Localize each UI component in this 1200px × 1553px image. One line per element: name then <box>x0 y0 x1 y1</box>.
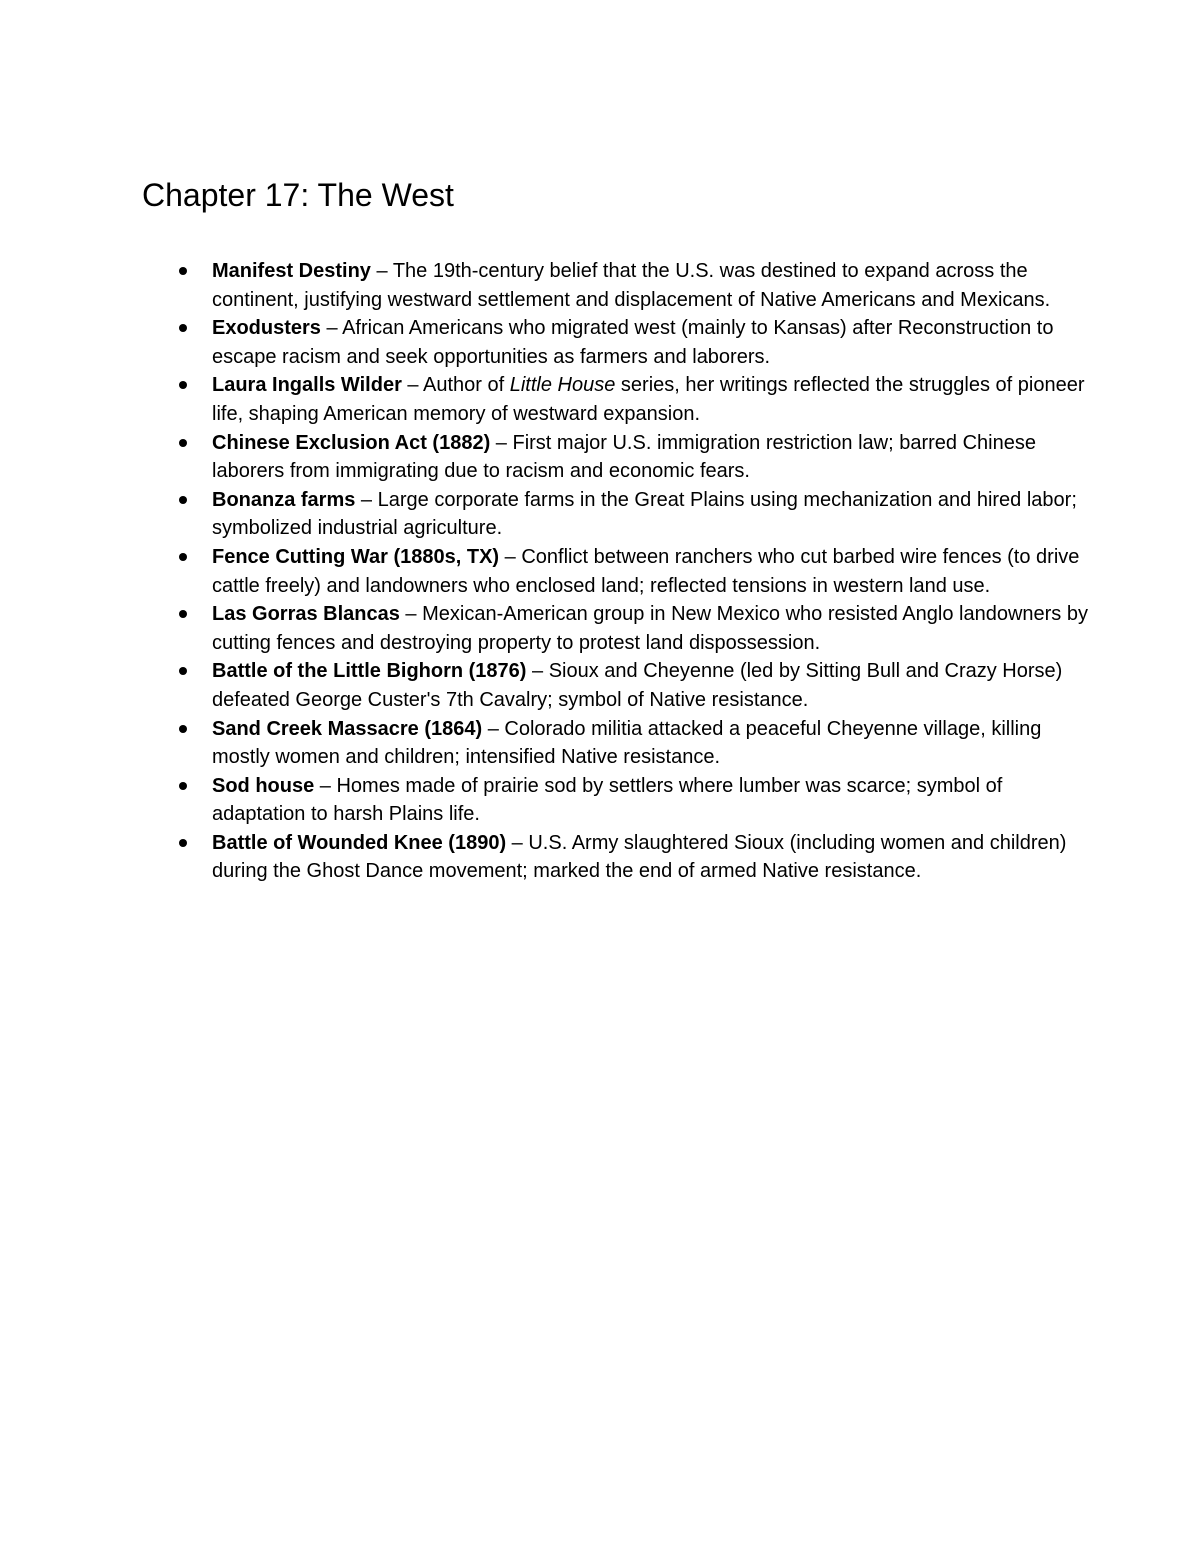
list-item-manifest-destiny <box>212 257 1092 314</box>
term-definition: – Large corporate farms in the Great Plains using mechanization and hired labor; symbolized industrial agriculture. <box>212 488 1077 540</box>
bullet-icon <box>179 667 187 675</box>
term-name: Battle of the Little Bighorn (1876) <box>212 660 527 683</box>
term-name: Sand Creek Massacre (1864) <box>212 717 483 740</box>
bullet-icon <box>179 610 187 618</box>
list-item-bonanza-farms <box>212 486 1092 543</box>
term-definition-end: series, her writings reflected the struggles of pioneer life, shaping American memory of westward expansion. <box>212 374 1085 425</box>
list-item-battle-wounded-knee <box>212 829 1092 886</box>
term-definition: – Homes made of prairie sod by settlers where lumber was scarce; symbol of adaptation to harsh Plains life. <box>212 774 1003 826</box>
term-definition-start: – Author of <box>401 374 510 397</box>
bullet-icon <box>179 839 187 847</box>
bullet-icon <box>179 439 187 447</box>
bullet-icon <box>179 381 187 389</box>
term-definition: – African Americans who migrated west (mainly to Kansas) after Reconstruction to escape racism and seek opportunities as farmers and laborers. <box>212 317 1054 368</box>
bullet-icon <box>179 324 187 332</box>
term-name: Battle of Wounded Knee (1890) <box>212 831 507 854</box>
term-definition: – Colorado militia attacked a peaceful Cheyenne village, killing mostly women and children; intensified Native resistance. <box>212 717 1042 769</box>
term-name: Manifest Destiny <box>212 260 371 282</box>
bullet-icon <box>179 267 187 275</box>
bullet-icon <box>179 553 187 561</box>
list-item-battle-little-bighorn <box>212 657 1092 714</box>
term-name: Fence Cutting War (1880s, TX) <box>212 545 500 568</box>
term-definition: – Sioux and Cheyenne (led by Sitting Bull and Crazy Horse) defeated George Custer's 7th Cavalry; symbol of Native resistance. <box>212 660 1063 711</box>
bullet-icon <box>179 782 187 790</box>
list-item-exodusters <box>212 314 1092 371</box>
list-item-chinese-exclusion-act <box>212 429 1092 486</box>
list-item-fence-cutting-war <box>212 543 1092 600</box>
list-item-sod-house <box>212 772 1092 829</box>
term-definition: – The 19th-century belief that the U.S. was destined to expand across the continent, justifying westward settlement and displacement of Native Americans and Mexicans. <box>212 260 1051 311</box>
list-item-laura-ingalls-wilder <box>212 371 1092 428</box>
term-name: Sod house <box>212 774 315 797</box>
page-title: Chapter 17: The West <box>142 177 454 213</box>
term-name: Bonanza farms <box>212 488 356 511</box>
term-definition: – Conflict between ranchers who cut barbed wire fences (to drive cattle freely) and landowners who enclosed land; reflected tensions in western land use. <box>212 545 1080 597</box>
bullet-icon <box>179 496 187 504</box>
terms-list <box>212 257 1092 886</box>
term-name: Exodusters <box>212 317 321 340</box>
term-definition: – U.S. Army slaughtered Sioux (including women and children) during the Ghost Dance movement; marked the end of armed Native resistance. <box>212 831 1067 883</box>
term-definition: – First major U.S. immigration restriction law; barred Chinese laborers from immigrating due to racism and economic fears. <box>212 431 1036 483</box>
term-definition: – Mexican-American group in New Mexico who resisted Anglo landowners by cutting fences and destroying property to protest land dispossession. <box>212 603 1088 654</box>
term-name: Chinese Exclusion Act (1882) <box>212 431 491 454</box>
book-title: Little House <box>509 374 616 397</box>
term-name: Laura Ingalls Wilder <box>212 374 402 397</box>
term-name: Las Gorras Blancas <box>212 603 400 626</box>
list-item-sand-creek-massacre <box>212 715 1092 772</box>
bullet-icon <box>179 725 187 733</box>
list-item-las-gorras-blancas <box>212 600 1092 657</box>
